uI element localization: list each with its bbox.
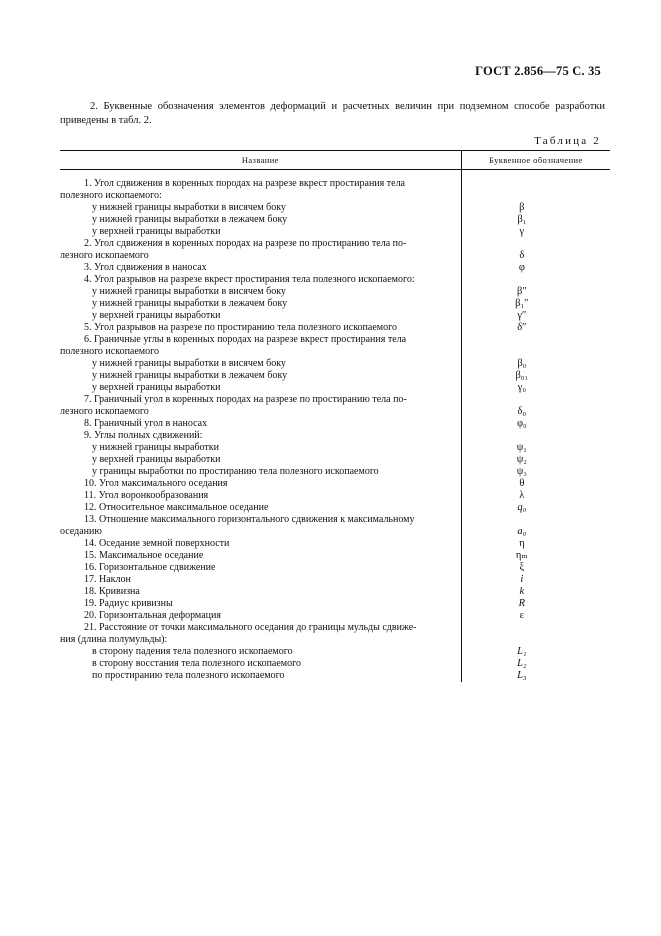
table-row xyxy=(60,610,610,622)
row-name: у нижней границы выработки в лежачем боку xyxy=(92,370,288,381)
row-symbol: k xyxy=(519,586,525,597)
table-row xyxy=(60,298,610,310)
table-row xyxy=(60,586,610,598)
table-row xyxy=(60,274,610,286)
table-label: Таблица 2 xyxy=(534,135,601,147)
row-symbol: ξ xyxy=(519,562,525,573)
row-symbol: ψ₃ xyxy=(516,466,527,477)
row-name: у нижней границы выработки в лежачем боку xyxy=(92,214,288,225)
table-row xyxy=(60,358,610,370)
row-symbol: ε xyxy=(519,610,525,621)
row-symbol: δ xyxy=(519,250,525,261)
table-row xyxy=(60,418,610,430)
row-name: 4. Угол разрывов на разрезе вкрест простирания тела полезного ископаемого: xyxy=(84,274,415,285)
table-row xyxy=(60,178,610,190)
row-symbol: L₂ xyxy=(517,658,527,669)
intro-paragraph: 2. Буквенные обозначения элементов деформаций и расчетных величин при подземном способе разработки приведены в табл. 2. xyxy=(60,101,605,126)
row-name: 7. Граничный угол в коренных породах на разрезе по простиранию тела по- xyxy=(84,394,407,405)
row-symbol: L₁ xyxy=(517,646,527,657)
table-row xyxy=(60,322,610,334)
table-row xyxy=(60,286,610,298)
table-row xyxy=(60,430,610,442)
row-symbol: θ xyxy=(519,478,525,489)
row-name: 21. Расстояние от точки максимального оседания до границы мульды сдвиже- xyxy=(84,622,417,633)
row-symbol: ψ₂ xyxy=(516,454,527,465)
row-name: 13. Отношение максимального горизонтального сдвижения к максимальному xyxy=(84,514,415,525)
row-symbol xyxy=(462,178,582,190)
table-row xyxy=(60,466,610,478)
table-row xyxy=(60,262,610,274)
row-name: по простиранию тела полезного ископаемого xyxy=(92,670,285,681)
table-row xyxy=(60,250,610,262)
row-name: у верхней границы выработки xyxy=(92,310,221,321)
row-symbol: δ″ xyxy=(517,322,527,333)
row-name: у нижней границы выработки в висячем боку xyxy=(92,286,286,297)
row-symbol xyxy=(462,622,582,634)
row-name: у верхней границы выработки xyxy=(92,454,221,465)
table-row xyxy=(60,550,610,562)
row-name: лезного ископаемого xyxy=(60,250,149,261)
table-row xyxy=(60,538,610,550)
table-row xyxy=(60,310,610,322)
row-name: у нижней границы выработки в лежачем боку xyxy=(92,298,288,309)
row-symbol: L₃ xyxy=(517,670,527,681)
row-symbol: β xyxy=(519,202,525,213)
row-name: 14. Оседание земной поверхности xyxy=(84,538,230,549)
row-symbol: γ xyxy=(519,226,525,237)
table-row xyxy=(60,406,610,418)
table-row xyxy=(60,634,610,646)
table-row xyxy=(60,658,610,670)
row-name: полезного ископаемого xyxy=(60,346,159,357)
table-row xyxy=(60,214,610,226)
row-name: у верхней границы выработки xyxy=(92,226,221,237)
row-name: 17. Наклон xyxy=(84,574,131,585)
row-name: 5. Угол разрывов на разрезе по простиранию тела полезного ископаемого xyxy=(84,322,397,333)
column-header-name: Название xyxy=(60,151,461,170)
row-name: 9. Углы полных сдвижений: xyxy=(84,430,203,441)
table-row xyxy=(60,346,610,358)
row-symbol xyxy=(462,274,582,286)
row-symbol: γ₀ xyxy=(517,382,526,393)
row-symbol: i xyxy=(520,574,524,585)
table-row xyxy=(60,238,610,250)
row-name: в сторону падения тела полезного ископаемого xyxy=(92,646,293,657)
table-row xyxy=(60,202,610,214)
row-name: 10. Угол максимального оседания xyxy=(84,478,228,489)
table-row xyxy=(60,442,610,454)
row-name: лезного ископаемого xyxy=(60,406,149,417)
row-symbol xyxy=(462,514,582,526)
row-name: ния (длина полумульды): xyxy=(60,634,168,645)
row-symbol: λ xyxy=(519,490,525,501)
table-row xyxy=(60,370,610,382)
row-name: у нижней границы выработки в висячем боку xyxy=(92,202,286,213)
table-row xyxy=(60,646,610,658)
table-row xyxy=(60,394,610,406)
row-name: 15. Максимальное оседание xyxy=(84,550,204,561)
table-row xyxy=(60,670,610,682)
row-name: 8. Граничный угол в наносах xyxy=(84,418,208,429)
row-name: у верхней границы выработки xyxy=(92,382,221,393)
table-row xyxy=(60,334,610,346)
row-symbol: a₀ xyxy=(517,526,527,537)
table-row xyxy=(60,382,610,394)
row-symbol xyxy=(462,190,582,202)
table-row xyxy=(60,514,610,526)
row-symbol: ηₘ xyxy=(515,550,528,561)
designations-table xyxy=(60,150,610,682)
table-row xyxy=(60,226,610,238)
row-symbol xyxy=(462,430,582,442)
table-row xyxy=(60,478,610,490)
row-symbol xyxy=(462,334,582,346)
row-symbol: η xyxy=(519,538,525,549)
row-symbol xyxy=(462,346,582,358)
row-name: 19. Радиус кривизны xyxy=(84,598,173,609)
page-header: ГОСТ 2.856—75 С. 35 xyxy=(475,64,601,78)
table-row xyxy=(60,574,610,586)
row-name: 2. Угол сдвижения в коренных породах на разрезе по простиранию тела по- xyxy=(84,238,407,249)
row-name: 12. Относительное максимальное оседание xyxy=(84,502,269,513)
row-symbol xyxy=(462,634,582,646)
table-row xyxy=(60,190,610,202)
row-symbol: δ₀ xyxy=(517,406,527,417)
row-name: 6. Граничные углы в коренных породах на разрезе вкрест простирания тела xyxy=(84,334,407,345)
row-symbol: R xyxy=(518,598,526,609)
row-name: у нижней границы выработки xyxy=(92,442,219,453)
table-row xyxy=(60,562,610,574)
row-name: 1. Угол сдвижения в коренных породах на разрезе вкрест простирания тела xyxy=(84,178,405,189)
row-symbol xyxy=(462,394,582,406)
table-row xyxy=(60,526,610,538)
table-row xyxy=(60,490,610,502)
table-row xyxy=(60,502,610,514)
table-row xyxy=(60,622,610,634)
column-header-symbol: Буквенное обозначение xyxy=(461,151,610,170)
row-name: у нижней границы выработки в висячем боку xyxy=(92,358,286,369)
row-symbol xyxy=(462,238,582,250)
row-symbol: ψ₁ xyxy=(516,442,527,453)
row-name: 11. Угол воронкообразования xyxy=(84,490,209,501)
row-symbol: β″ xyxy=(516,286,527,297)
row-symbol: β₀ xyxy=(517,358,527,369)
row-symbol: β₀₁ xyxy=(515,370,529,381)
row-symbol: β₁″ xyxy=(515,298,529,309)
row-symbol: φ₀ xyxy=(516,418,527,429)
row-symbol: q₀ xyxy=(517,502,527,513)
table-row xyxy=(60,454,610,466)
row-name: у границы выработки по простиранию тела полезного ископаемого xyxy=(92,466,379,477)
table-row xyxy=(60,598,610,610)
row-name: 20. Горизонтальная деформация xyxy=(84,610,221,621)
row-name: оседанию xyxy=(60,526,102,537)
row-name: полезного ископаемого: xyxy=(60,190,162,201)
row-name: 16. Горизонтальное сдвижение xyxy=(84,562,216,573)
row-symbol: φ xyxy=(518,262,525,273)
row-symbol: β₁ xyxy=(517,214,527,225)
row-symbol: γ″ xyxy=(517,310,527,321)
row-name: в сторону восстания тела полезного ископаемого xyxy=(92,658,301,669)
row-name: 18. Кривизна xyxy=(84,586,140,597)
row-name: 3. Угол сдвижения в наносах xyxy=(84,262,207,273)
